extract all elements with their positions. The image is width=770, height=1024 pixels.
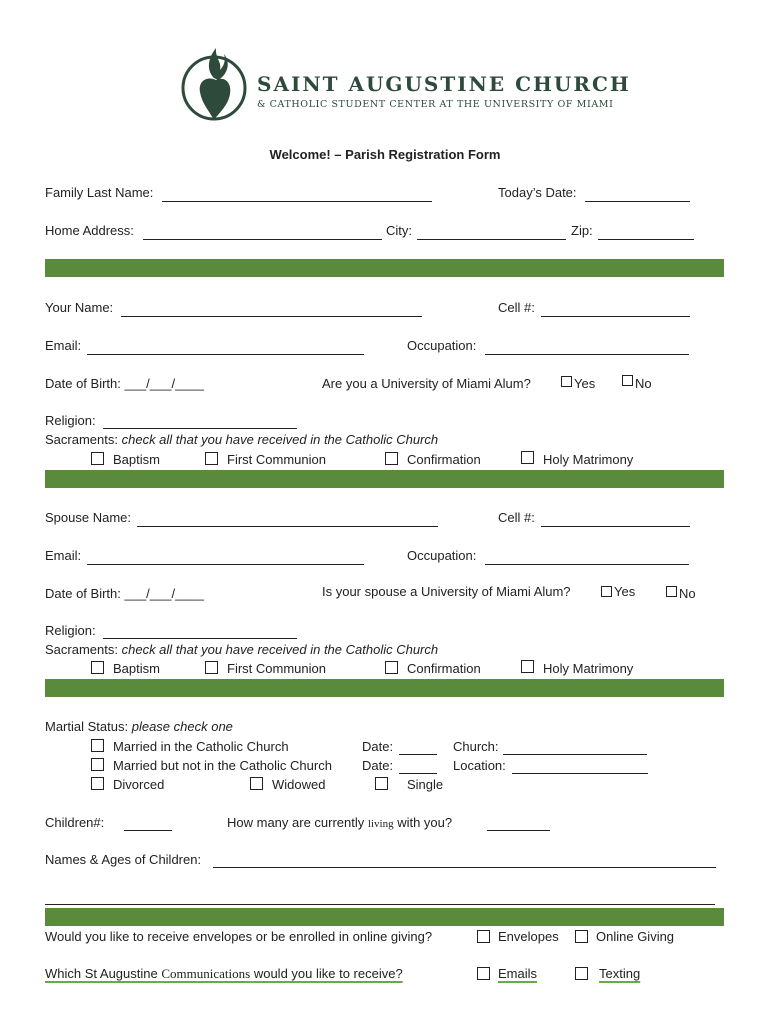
spouse-dob-label: Date of Birth: ___/___/____: [45, 586, 205, 601]
spouse-email-label: Email:: [45, 548, 82, 563]
family-last-name-label: Family Last Name:: [45, 185, 154, 200]
occupation-label: Occupation:: [407, 338, 477, 353]
spouse-holy-matrimony-label: Holy Matrimony: [543, 661, 634, 676]
children-names-field-2[interactable]: [45, 904, 715, 905]
zip-label: Zip:: [571, 223, 593, 238]
dob-label: Date of Birth: ___/___/____: [45, 376, 205, 391]
spouse-confirmation-checkbox[interactable]: [385, 661, 398, 674]
section-divider-2: [45, 470, 724, 488]
children-living-pre: How many are currently: [227, 815, 365, 830]
communications-post: would you like to receive?: [253, 966, 403, 981]
confirmation-label: Confirmation: [407, 452, 481, 467]
sacraments-label: [45, 432, 438, 447]
single-label: Single: [407, 777, 444, 792]
baptism-checkbox[interactable]: [91, 452, 104, 465]
sacraments-hint: check all that you have received in the Catholic Church: [121, 432, 439, 447]
spouse-alum-yes-checkbox[interactable]: [601, 586, 612, 597]
alum-yes-label: Yes: [574, 376, 596, 391]
religion-field[interactable]: [103, 428, 297, 429]
married-catholic-label: Married in the Catholic Church: [113, 739, 289, 754]
holy-matrimony-checkbox[interactable]: [521, 451, 534, 464]
your-name-field[interactable]: [121, 316, 422, 317]
confirmation-checkbox[interactable]: [385, 452, 398, 465]
cell-label: Cell #:: [498, 300, 535, 315]
single-checkbox[interactable]: [375, 777, 388, 790]
divorced-label: Divorced: [113, 777, 165, 792]
spouse-first-communion-label: First Communion: [227, 661, 326, 676]
spouse-first-communion-checkbox[interactable]: [205, 661, 218, 674]
location-field[interactable]: [512, 773, 648, 774]
spouse-alum-no-checkbox[interactable]: [666, 586, 677, 597]
children-living-question: [227, 815, 452, 830]
spouse-alum-yes-label: Yes: [614, 584, 636, 599]
online-giving-checkbox[interactable]: [575, 930, 588, 943]
married-date-label: Date:: [362, 739, 394, 754]
children-count-field[interactable]: [124, 830, 172, 831]
giving-question: Would you like to receive envelopes or be enrolled in online giving?: [45, 929, 433, 944]
section-divider-4: [45, 908, 724, 926]
spouse-occupation-field[interactable]: [485, 564, 689, 565]
religion-label: Religion:: [45, 413, 96, 428]
family-last-name-field[interactable]: [162, 201, 432, 202]
first-communion-checkbox[interactable]: [205, 452, 218, 465]
home-address-label: Home Address:: [45, 223, 134, 238]
marital-status-title: Martial Status:: [45, 719, 129, 734]
church-label: Church:: [453, 739, 499, 754]
online-giving-label: Online Giving: [596, 929, 675, 944]
children-names-label: Names & Ages of Children:: [45, 852, 202, 867]
envelopes-label: Envelopes: [498, 929, 559, 944]
city-label: City:: [386, 223, 412, 238]
home-address-field[interactable]: [143, 239, 382, 240]
section-divider-1: [45, 259, 724, 277]
children-living-post: with you?: [397, 815, 453, 830]
spouse-religion-field[interactable]: [103, 638, 297, 639]
sacraments-title: Sacraments:: [45, 432, 118, 447]
baptism-label: Baptism: [113, 452, 160, 467]
emails-checkbox[interactable]: [477, 967, 490, 980]
email-field[interactable]: [87, 354, 364, 355]
spouse-holy-matrimony-checkbox[interactable]: [521, 660, 534, 673]
spouse-occupation-label: Occupation:: [407, 548, 477, 563]
cell-field[interactable]: [541, 316, 690, 317]
alum-no-label: No: [635, 376, 652, 391]
alum-no-checkbox[interactable]: [622, 375, 633, 386]
spouse-sacraments-title: Sacraments:: [45, 642, 118, 657]
spouse-name-label: Spouse Name:: [45, 510, 131, 525]
spouse-baptism-label: Baptism: [113, 661, 160, 676]
church-logo: [180, 42, 250, 127]
spouse-confirmation-label: Confirmation: [407, 661, 481, 676]
divorced-checkbox[interactable]: [91, 777, 104, 790]
spouse-name-field[interactable]: [137, 526, 438, 527]
spouse-sacraments-hint: check all that you have received in the Catholic Church: [121, 642, 439, 657]
married-not-catholic-label: Married but not in the Catholic Church: [113, 758, 332, 773]
section-divider-3: [45, 679, 724, 697]
envelopes-checkbox[interactable]: [477, 930, 490, 943]
married-not-date-label: Date:: [362, 758, 394, 773]
church-name: SAINT AUGUSTINE CHURCH: [257, 72, 631, 96]
email-label: Email:: [45, 338, 82, 353]
widowed-label: Widowed: [272, 777, 326, 792]
city-field[interactable]: [417, 239, 566, 240]
children-living-word: living: [367, 818, 394, 830]
first-communion-label: First Communion: [227, 452, 326, 467]
spouse-email-field[interactable]: [87, 564, 364, 565]
todays-date-label: Today’s Date:: [498, 185, 577, 200]
spouse-baptism-checkbox[interactable]: [91, 661, 104, 674]
occupation-field[interactable]: [485, 354, 689, 355]
married-date-field[interactable]: [399, 754, 437, 755]
alum-yes-checkbox[interactable]: [561, 376, 572, 387]
form-title: Welcome! – Parish Registration Form: [269, 147, 501, 162]
married-not-date-field[interactable]: [399, 773, 437, 774]
communications-word: Communications: [161, 966, 251, 981]
spouse-sacraments-label: [45, 642, 438, 657]
spouse-cell-field[interactable]: [541, 526, 690, 527]
children-names-field[interactable]: [213, 867, 716, 868]
spouse-cell-label: Cell #:: [498, 510, 535, 525]
married-catholic-checkbox[interactable]: [91, 739, 104, 752]
your-name-label: Your Name:: [45, 300, 114, 315]
todays-date-field[interactable]: [585, 201, 690, 202]
spouse-alum-question: Is your spouse a University of Miami Alum?: [322, 584, 571, 599]
marital-status-hint: please check one: [131, 719, 233, 734]
children-count-label: Children#:: [45, 815, 105, 830]
spouse-religion-label: Religion:: [45, 623, 96, 638]
alum-question: Are you a University of Miami Alum?: [322, 376, 531, 391]
zip-field[interactable]: [598, 239, 694, 240]
holy-matrimony-label: Holy Matrimony: [543, 452, 634, 467]
marital-status-label: [45, 719, 233, 734]
church-field[interactable]: [503, 754, 647, 755]
married-not-catholic-checkbox[interactable]: [91, 758, 104, 771]
children-living-field[interactable]: [487, 830, 550, 831]
church-subtitle: & CATHOLIC STUDENT CENTER AT THE UNIVERSITY OF MIAMI: [257, 99, 614, 110]
widowed-checkbox[interactable]: [250, 777, 263, 790]
emails-label: Emails: [498, 966, 538, 981]
communications-question: [45, 966, 403, 982]
location-label: Location:: [453, 758, 506, 773]
texting-checkbox[interactable]: [575, 967, 588, 980]
spouse-alum-no-label: No: [679, 586, 696, 601]
texting-label: Texting: [599, 966, 641, 981]
communications-pre: Which St Augustine: [45, 966, 158, 981]
